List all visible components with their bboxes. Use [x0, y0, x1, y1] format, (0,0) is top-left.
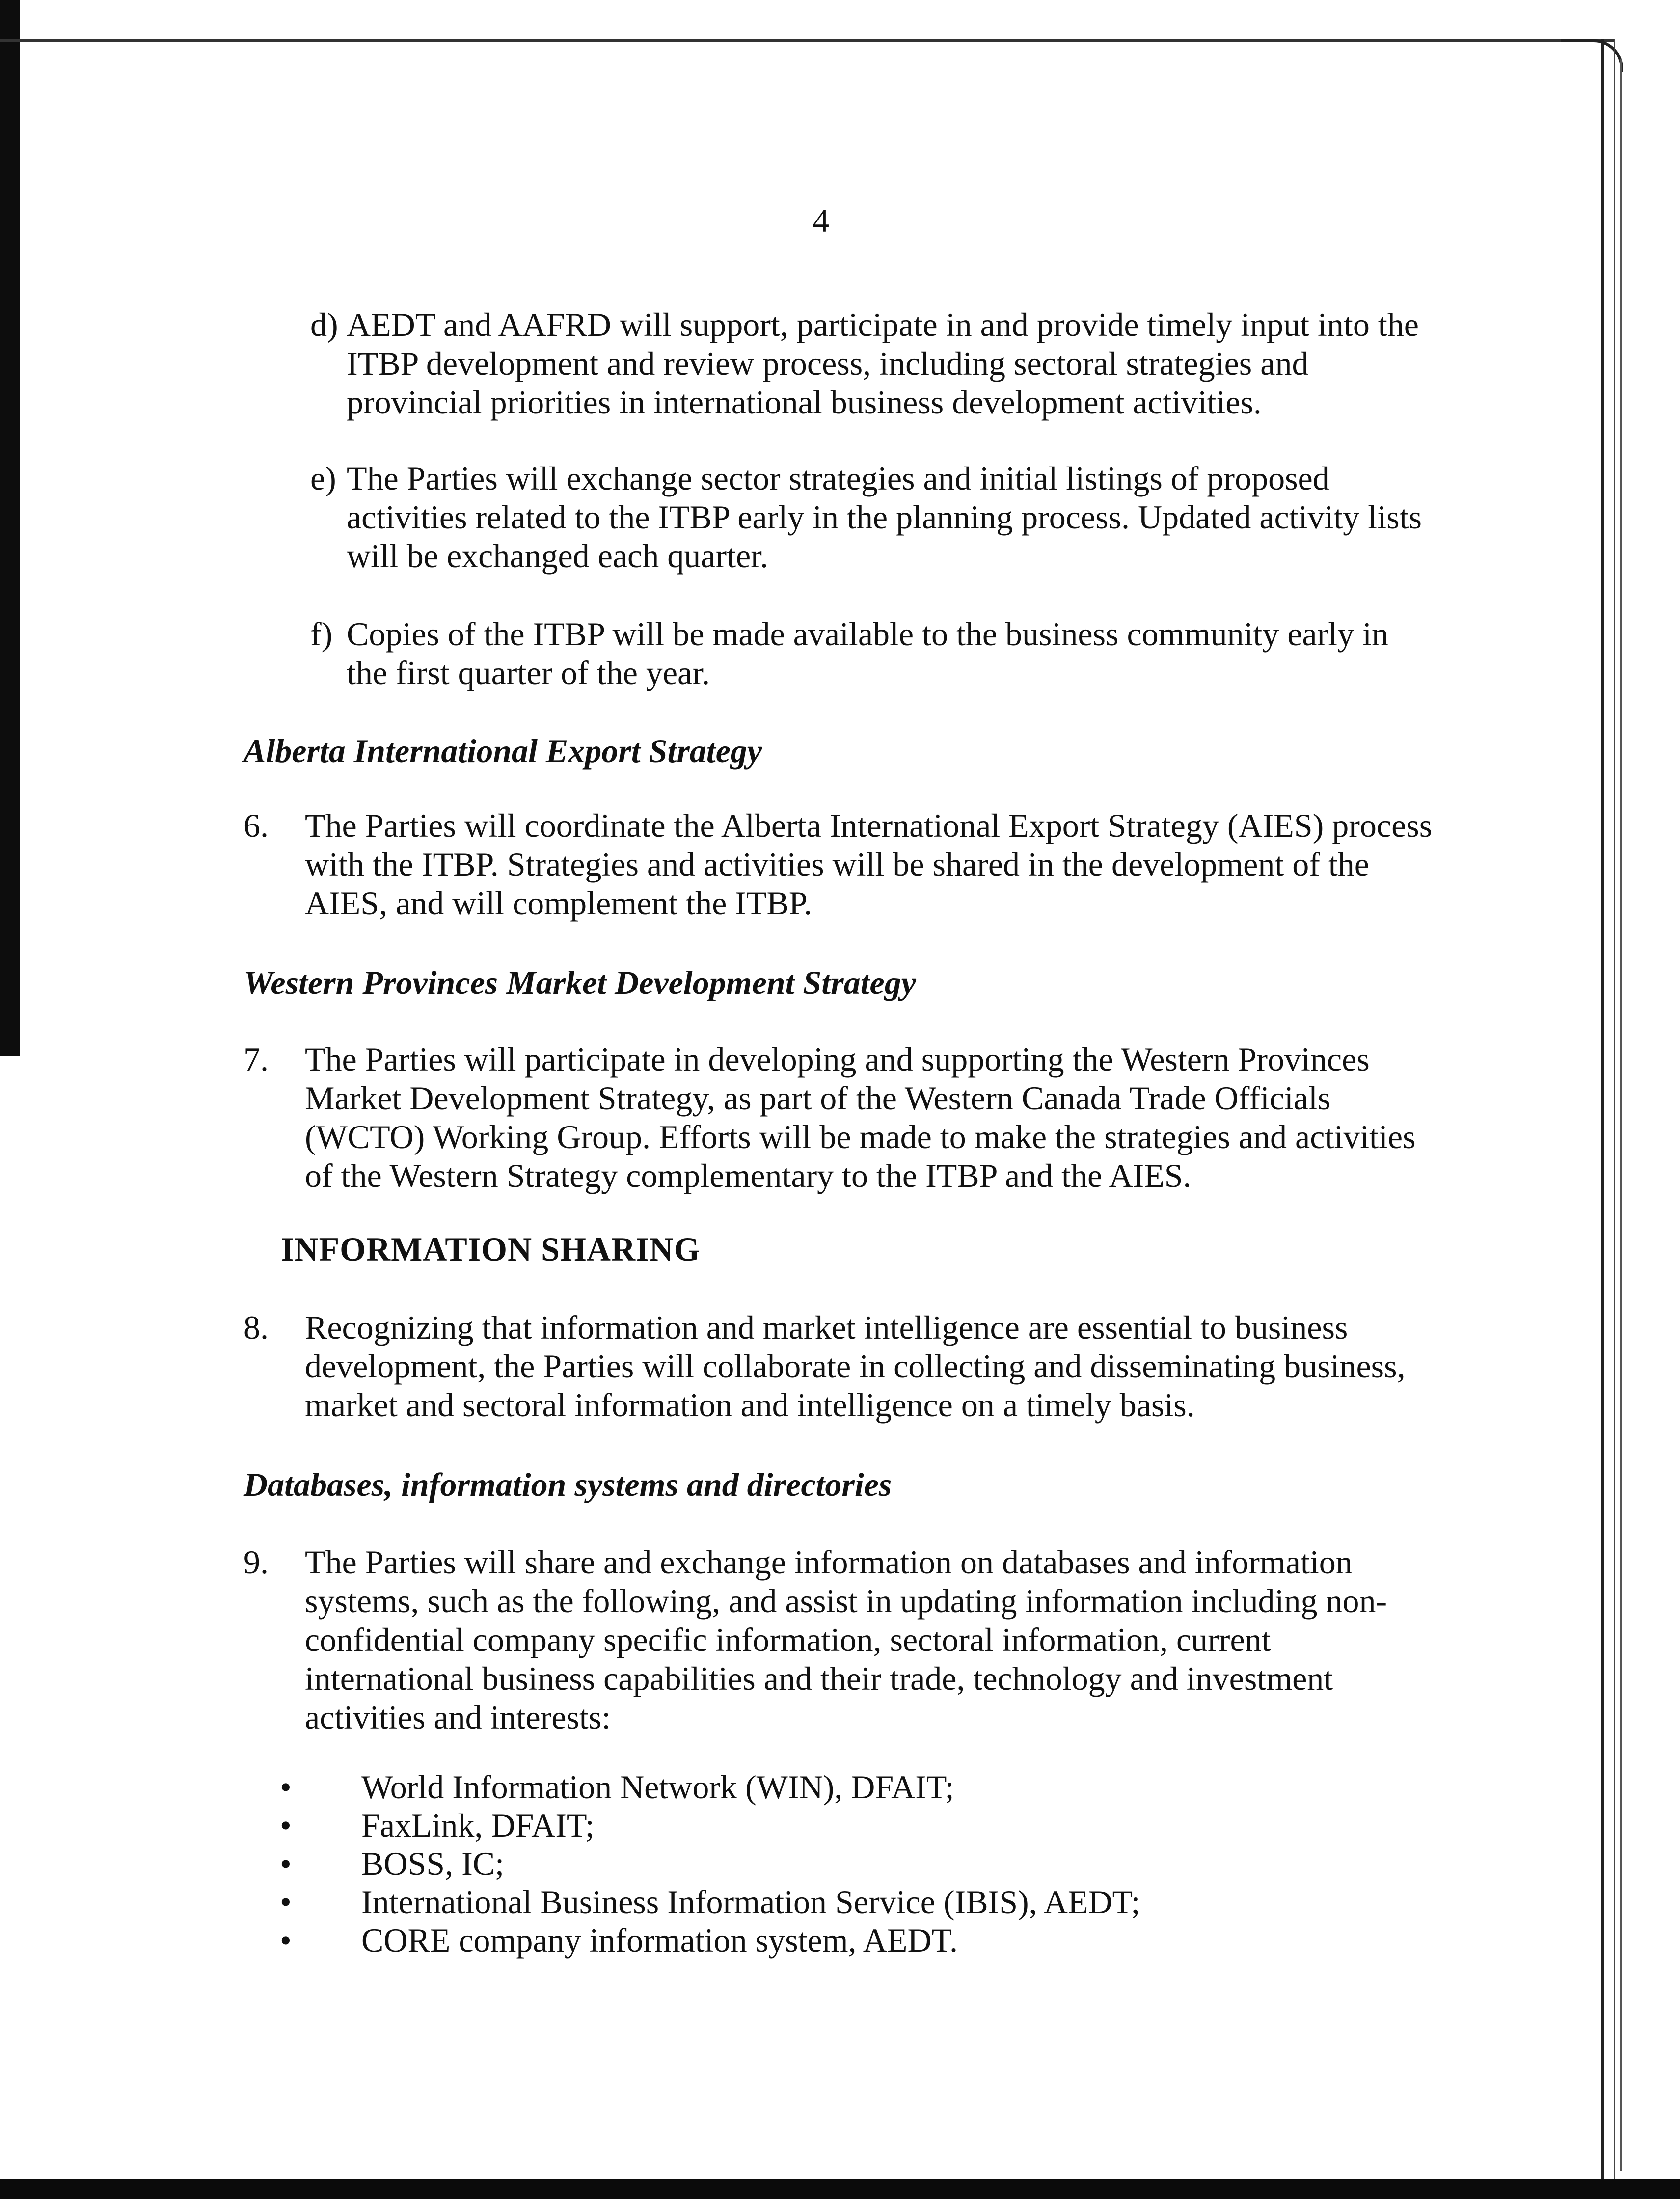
numbered-item-8 [244, 1308, 1406, 1425]
item-number: 9. [244, 1543, 269, 1581]
page-top-edge [0, 39, 1615, 42]
list-item-text: World Information Network (WIN), DFAIT; [361, 1768, 954, 1806]
text-line: activities related to the ITBP early in the planning process. Updated activity lists [347, 498, 1422, 536]
page-number: 4 [813, 202, 829, 239]
text-line: market and sectoral information and intelligence on a timely basis. [305, 1386, 1195, 1424]
text-line: Recognizing that information and market intelligence are essential to business [305, 1309, 1348, 1346]
text-line: provincial priorities in international business development activities. [347, 384, 1262, 421]
text-line: systems, such as the following, and assist in updating information including non- [305, 1582, 1387, 1620]
bullet-icon: • [280, 1845, 292, 1882]
sub-item-d [310, 305, 1419, 422]
list-item-text: International Business Information Service (IBIS), AEDT; [361, 1883, 1140, 1921]
list-item-text: FaxLink, DFAIT; [361, 1807, 595, 1844]
sub-item-f [310, 615, 1388, 692]
text-line: The Parties will coordinate the Alberta International Export Strategy (AIES) process [305, 807, 1433, 844]
text-line: The Parties will participate in developing and supporting the Western Provinces [305, 1041, 1370, 1078]
bullet-icon: • [280, 1807, 292, 1844]
text-line: confidential company specific information, sectoral information, current [305, 1621, 1271, 1658]
text-line: (WCTO) Working Group. Efforts will be made to make the strategies and activities [305, 1118, 1416, 1155]
section-heading-wpmds: Western Provinces Market Development Strategy [244, 964, 916, 1001]
text-line: ITBP development and review process, including sectoral strategies and [347, 345, 1309, 382]
section-heading-information-sharing: INFORMATION SHARING [281, 1231, 701, 1268]
list-item-text: CORE company information system, AEDT. [361, 1922, 958, 1959]
item-number: 8. [244, 1309, 269, 1346]
text-line: the first quarter of the year. [347, 654, 710, 691]
numbered-item-7 [244, 1040, 1416, 1195]
binder-edge-inner [1620, 59, 1622, 2171]
sub-item-marker: e) [310, 460, 336, 497]
section-heading-databases: Databases, information systems and directories [244, 1466, 892, 1503]
section-heading-aies: Alberta International Export Strategy [244, 732, 762, 770]
sub-item-marker: d) [310, 306, 338, 343]
binder-edge-right [1601, 39, 1615, 2190]
text-line: AIES, and will complement the ITBP. [305, 884, 813, 922]
text-line: with the ITBP. Strategies and activities will be shared in the development of the [305, 846, 1369, 883]
sub-item-e [310, 459, 1422, 576]
bullet-icon: • [280, 1922, 292, 1959]
scan-shadow-bottom [0, 2179, 1680, 2199]
item-number: 6. [244, 807, 269, 844]
text-line: will be exchanged each quarter. [347, 537, 769, 575]
text-line: of the Western Strategy complementary to the ITBP and the AIES. [305, 1157, 1192, 1194]
sub-item-marker: f) [310, 615, 333, 653]
text-line: AEDT and AAFRD will support, participate in and provide timely input into the [347, 306, 1419, 343]
bullet-icon: • [280, 1768, 292, 1806]
bullet-icon: • [280, 1883, 292, 1921]
numbered-item-9 [244, 1543, 1387, 1737]
list-item-text: BOSS, IC; [361, 1845, 504, 1882]
text-line: activities and interests: [305, 1699, 611, 1736]
item-number: 7. [244, 1041, 269, 1078]
scan-shadow-left [0, 0, 20, 1056]
text-line: international business capabilities and their trade, technology and investment [305, 1660, 1333, 1697]
text-line: The Parties will share and exchange information on databases and information [305, 1543, 1353, 1581]
text-line: The Parties will exchange sector strategies and initial listings of proposed [347, 460, 1329, 497]
text-line: Copies of the ITBP will be made available to the business community early in [347, 615, 1389, 653]
numbered-item-6 [244, 806, 1432, 923]
text-line: Market Development Strategy, as part of the Western Canada Trade Officials [305, 1079, 1331, 1117]
text-line: development, the Parties will collaborate in collecting and disseminating business, [305, 1347, 1406, 1385]
